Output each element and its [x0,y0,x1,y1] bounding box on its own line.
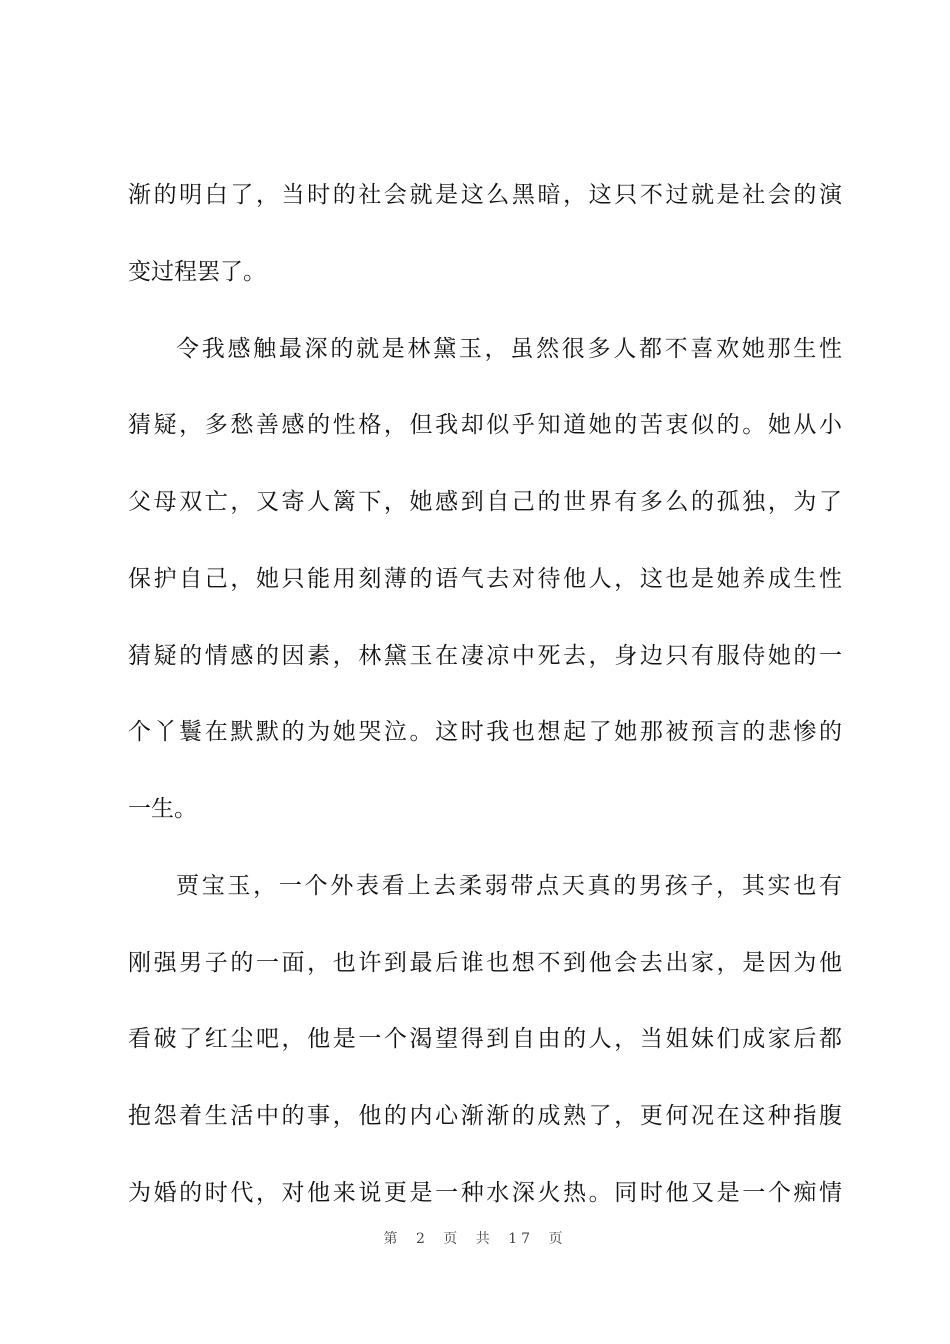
text-line: 变过程罢了。 [128,259,266,285]
text-line: 为婚的时代，对他来说更是一种水深火热。同时他又是一个痴情 [128,1180,842,1206]
text-line: 刚强男子的一面，也许到最后谁也想不到他会去出家，是因为他 [128,950,842,976]
page-number-footer: 第 2 页 共 17 页 [383,1231,567,1247]
text-line: 猜疑，多愁善感的性格，但我却似乎知道她的苦衷似的。她从小 [128,412,842,438]
text-line: 抱怨着生活中的事，他的内心渐渐的成熟了，更何况在这种指腹 [128,1103,842,1129]
text-line: 个丫鬟在默默的为她哭泣。这时我也想起了她那被预言的悲惨的 [128,719,842,745]
text-line: 猜疑的情感的因素，林黛玉在凄凉中死去，身边只有服侍她的一 [128,643,842,669]
text-line: 保护自己，她只能用刻薄的语气去对待他人，这也是她养成生性 [128,566,842,592]
paragraph-first-line: 贾宝玉，一个外表看上去柔弱带点天真的男孩子，其实也有 [176,873,842,899]
text-line: 父母双亡，又寄人篱下，她感到自己的世界有多么的孤独，为了 [128,489,842,515]
paragraph-first-line: 令我感触最深的就是林黛玉，虽然很多人都不喜欢她那生性 [176,336,842,362]
text-line: 渐的明白了，当时的社会就是这么黑暗，这只不过就是社会的演 [128,182,842,208]
text-line: 看破了红尘吧，他是一个渴望得到自由的人，当姐妹们成家后都 [128,1026,842,1052]
text-line: 一生。 [128,796,197,822]
